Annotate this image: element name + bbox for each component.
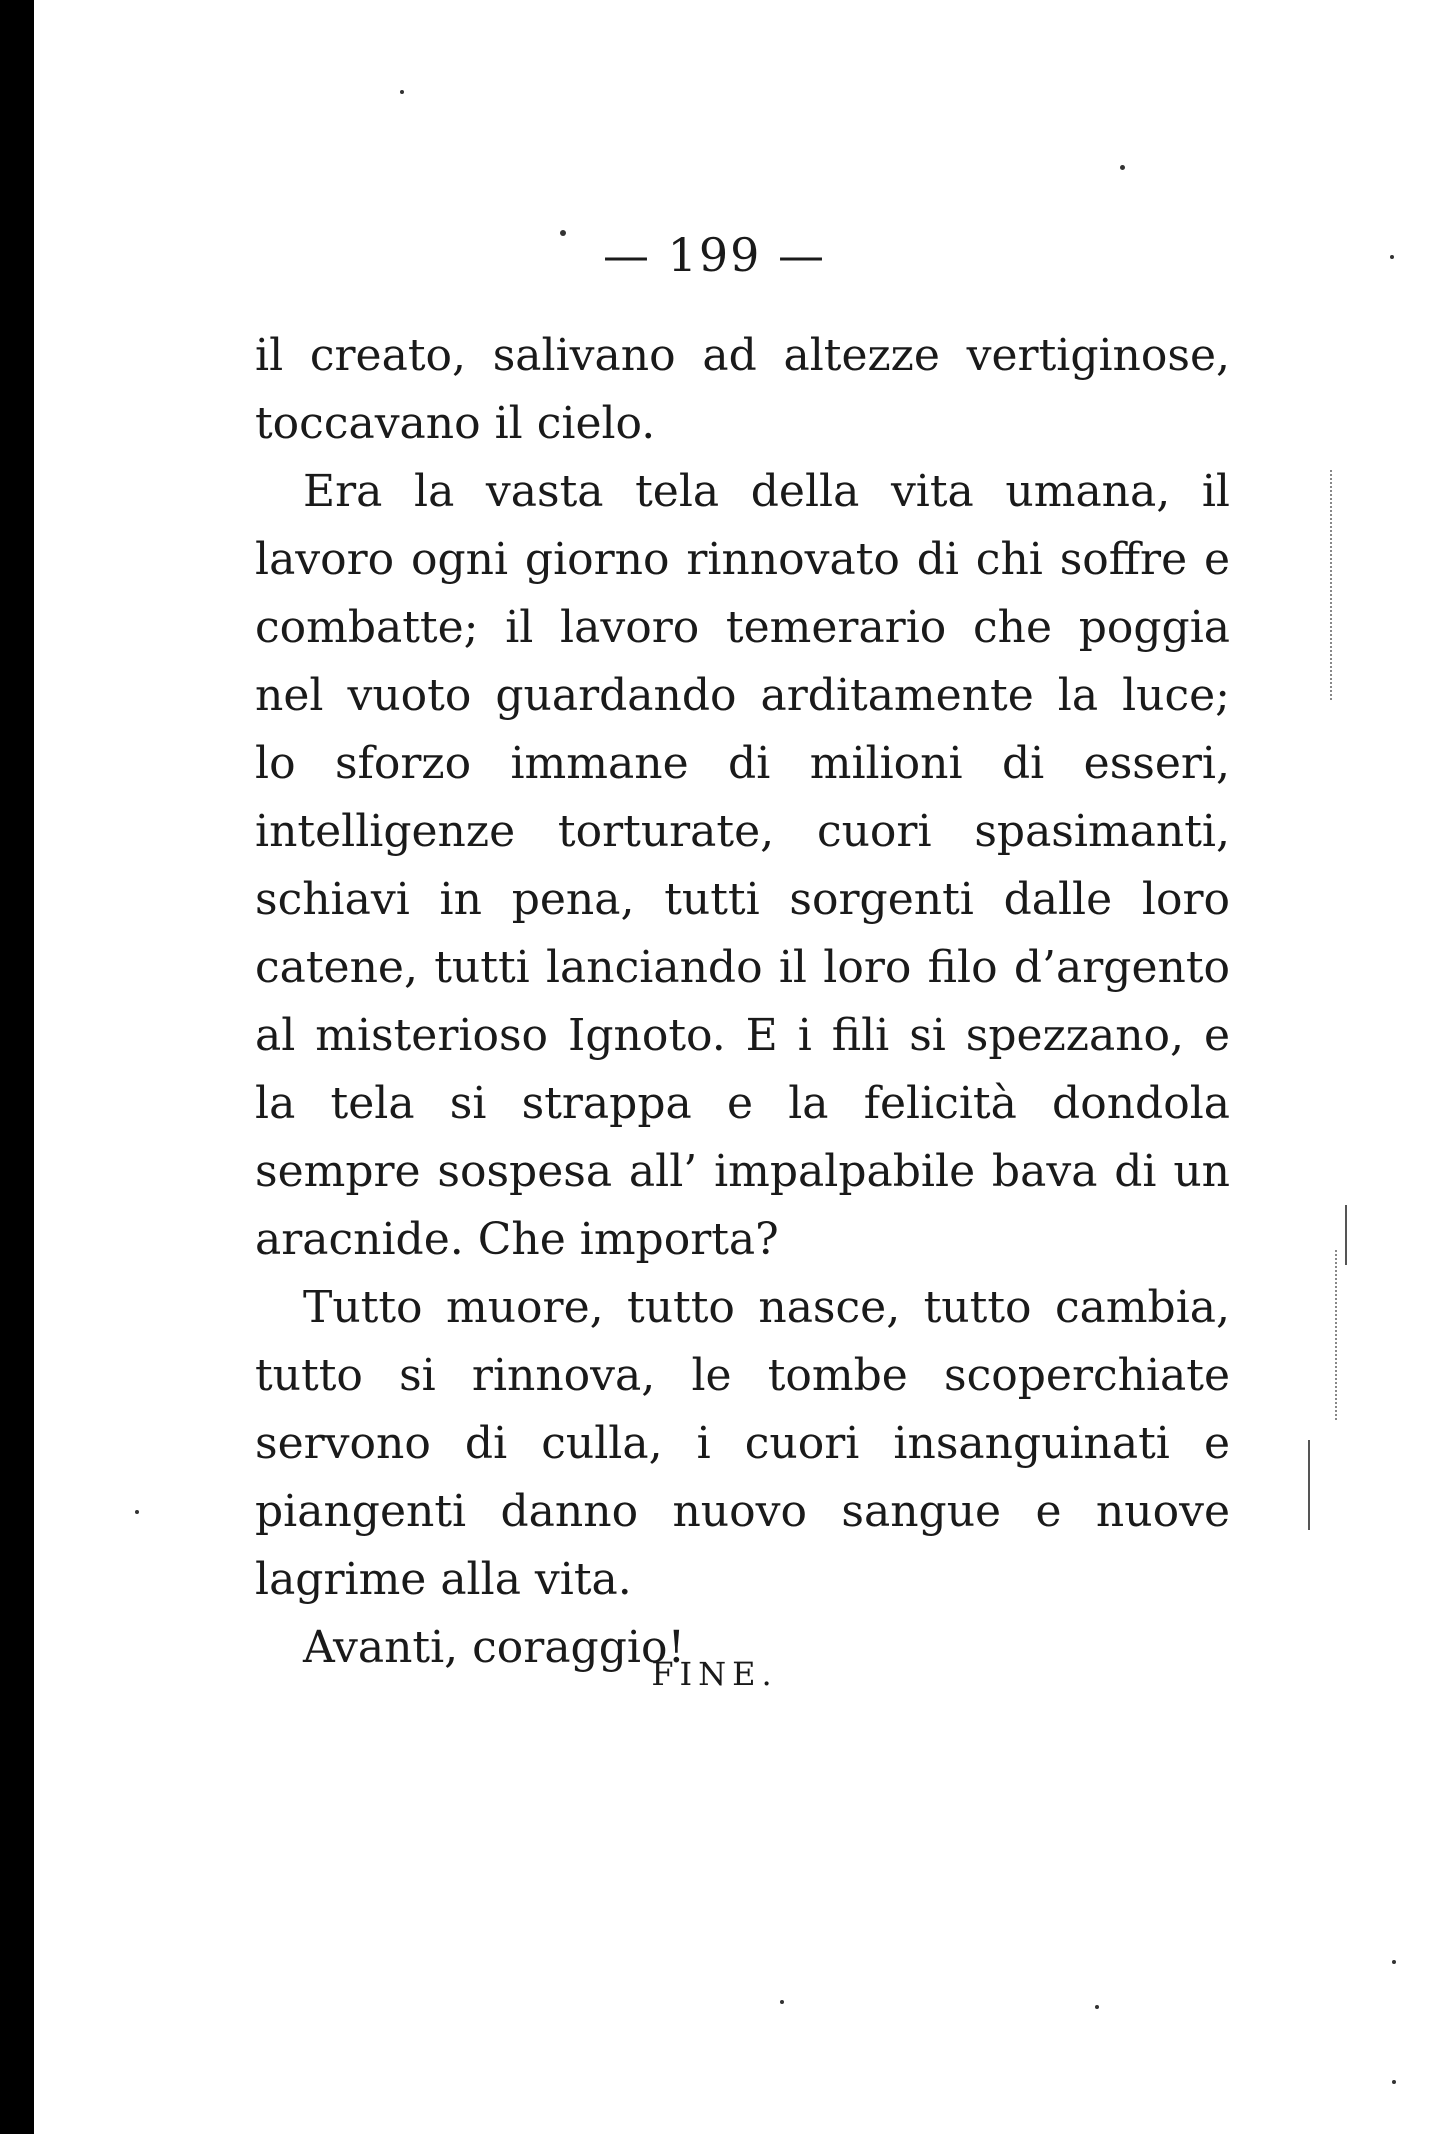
- scan-speck: [1392, 2080, 1396, 2084]
- scan-speck: [400, 90, 404, 94]
- scan-speck: [1095, 2005, 1099, 2009]
- margin-mark: [1330, 470, 1332, 700]
- margin-mark: [1308, 1440, 1310, 1530]
- scan-speck: [1120, 165, 1125, 170]
- scan-speck: [1392, 1960, 1396, 1964]
- margin-mark: [1335, 1250, 1337, 1420]
- page-number: — 199 —: [602, 228, 827, 282]
- paragraph-continuation: il creato, salivano ad altezze vertiginose, toccavano il cielo.: [255, 330, 1230, 449]
- scan-speck: [135, 1510, 139, 1514]
- paragraph: Era la vasta tela della vita umana, il lavoro ogni giorno rinnovato di chi soffre e combatte; il lavoro temerario che poggia nel vuoto guardando arditamente la luce; lo sforzo immane di milioni di esseri, intelligenze torturate, cuori spasimanti, schiavi in pena, tutti sorgenti dalle loro catene, tutti lanciando il loro filo d’argento al misterioso Ignoto. E i fili si spezzano, e la tela si strappa e la felicità dondola sempre sospesa all’ impalpabile bava di un aracnide. Che importa?: [255, 466, 1230, 1265]
- body-text: [255, 322, 1230, 1682]
- paragraph: Tutto muore, tutto nasce, tutto cambia, tutto si rinnova, le tombe scoperchiate servono di culla, i cuori insanguinati e piangenti danno nuovo sangue e nuove lagrime alla vita.: [255, 1282, 1230, 1605]
- end-mark: FINE.: [651, 1655, 778, 1693]
- margin-mark: [1345, 1205, 1347, 1265]
- paragraph-closing: Avanti, coraggio!: [303, 1622, 686, 1673]
- scan-speck: [780, 2000, 784, 2004]
- binding-edge: [0, 0, 34, 2134]
